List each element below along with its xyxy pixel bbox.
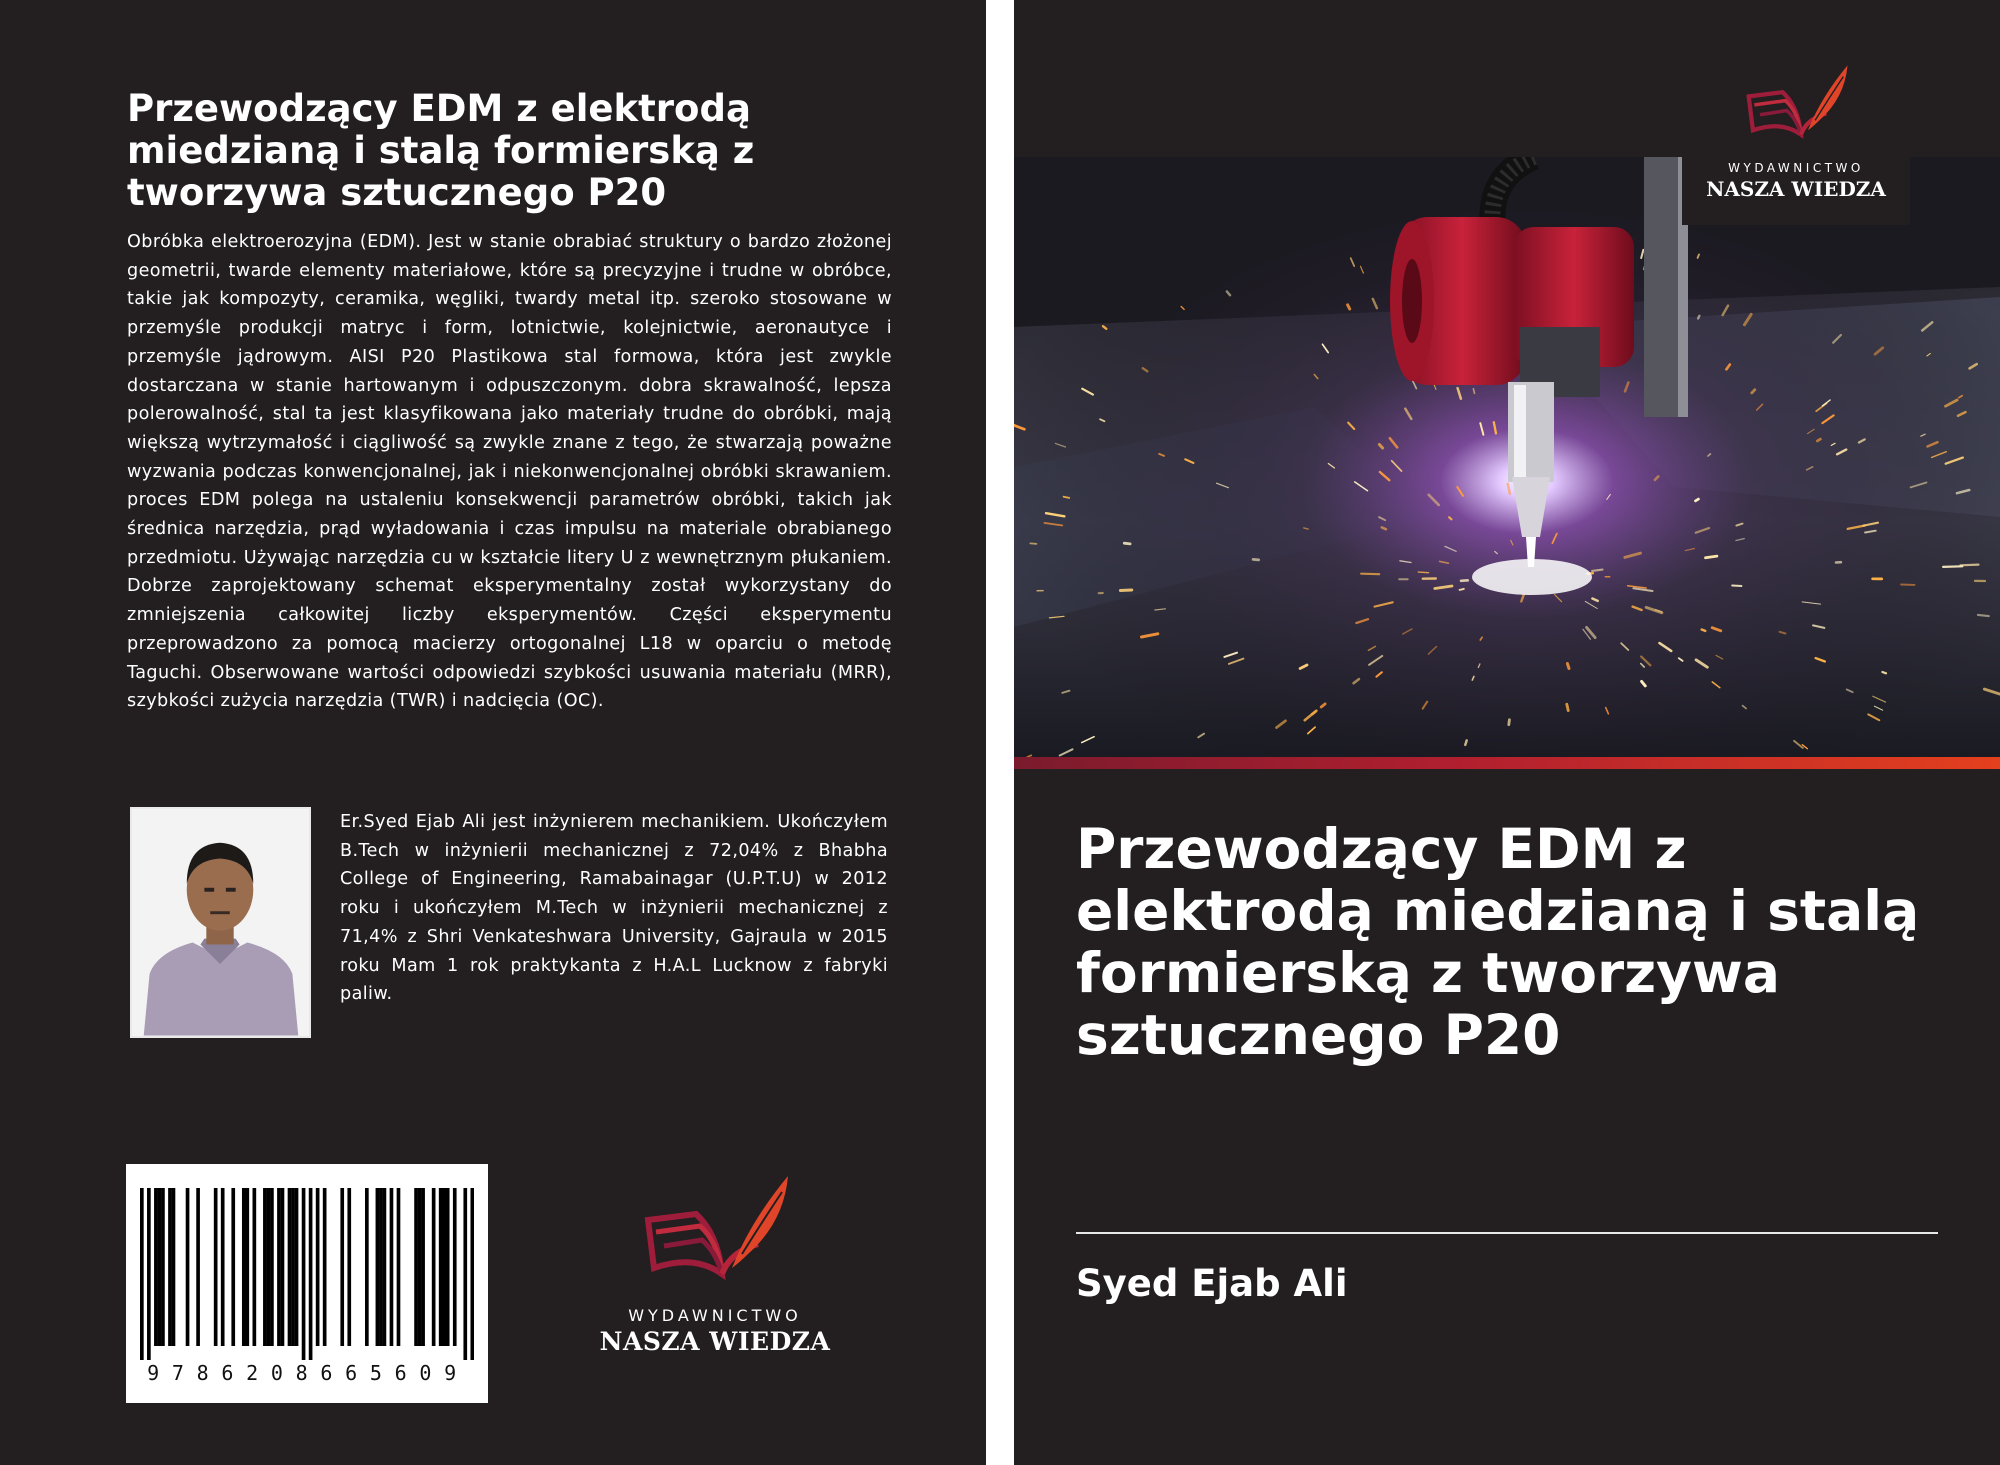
publisher-logo-back xyxy=(580,1170,850,1356)
barcode-bar xyxy=(161,1188,165,1346)
barcode-bar xyxy=(309,1188,313,1360)
barcode-bar xyxy=(172,1188,176,1346)
barcode-bar xyxy=(323,1188,327,1346)
barcode-bar xyxy=(316,1188,320,1346)
back-cover-title: Przewodzący EDM z elektrodą miedzianą i stalą formierską z tworzywa sztucznego P20 xyxy=(127,87,755,214)
barcode-bar xyxy=(347,1188,351,1346)
barcode-bar xyxy=(277,1188,281,1346)
publisher-name-line1: WYDAWNICTWO xyxy=(628,1306,802,1325)
spark xyxy=(1592,570,1602,571)
spark xyxy=(1473,389,1474,394)
spark xyxy=(1418,572,1428,573)
barcode-bar xyxy=(418,1188,422,1346)
spark xyxy=(1449,517,1451,519)
barcode-bar xyxy=(245,1188,249,1346)
spark xyxy=(1567,664,1569,669)
barcode-bar xyxy=(421,1188,425,1346)
spark xyxy=(1361,574,1379,575)
barcode-bar xyxy=(168,1188,172,1346)
isbn-barcode xyxy=(126,1164,488,1403)
spark xyxy=(1509,720,1510,725)
spark xyxy=(1702,630,1706,631)
barcode-bar xyxy=(376,1188,380,1346)
spark xyxy=(1124,543,1130,544)
spark xyxy=(1882,672,1886,673)
front-cover xyxy=(1014,0,2000,1465)
barcode-bar xyxy=(196,1188,200,1346)
spark xyxy=(1465,740,1466,745)
barcode-bar xyxy=(397,1188,401,1346)
spark xyxy=(1460,589,1464,590)
barcode-digits: 9786208665609 xyxy=(147,1361,469,1385)
plasma-cutter-image xyxy=(1014,157,2000,757)
barcode-bars xyxy=(140,1188,474,1360)
publisher-logo-front xyxy=(1682,55,1910,225)
barcode-bar xyxy=(295,1188,299,1346)
publisher-logo-icon xyxy=(630,1170,800,1300)
book-description: Obróbka elektroerozyjna (EDM). Jest w stanie obrabiać struktury o bardzo złożonej geometrii, twarde elementy materiałowe, które są precyzyjne i trudne w obróbce, takie jak kompozyty, ceramika, węgliki, twardy metal itp. szeroko stosowane w przemyśle produkcji matryc i form, lotnictwie, kolejnictwie, aeronautyce i przemyśle jądrowym. AISI P20 Plastikowa stal formowa, która jest zwykle dostarczana w stanie hartowanym i odpuszczonym. dobra skrawalność, lepsza polerowalność, stal ta jest klasyfikowana jako materiały trudne do obróbki, mają większą wytrzymałość i ciągliwość są zwykle znane z tego, że stwarzają poważne wyzwania podczas konwencjonalnej, jak i niekonwencjonalnej obróbki skrawaniem. proces EDM polega na ustaleniu konsekwencji parametrów obróbki, takich jak średnica narzędzia, prąd wyładowania i czas impulsu na materiale obrabianego przedmiotu. Używając narzędzia cu w kształcie litery U z wewnętrznym płukaniem. Dobrze zaprojektowany schemat eksperymentalny został wykorzystany do zmniejszenia całkowitej liczby eksperymentów. Części eksperymentu przeprowadzono za pomocą macierzy ortogonalnej L18 w oparciu o metodę Taguchi. Obserwowane wartości odpowiedzi szybkości usuwania materiału (MRR), szybkości zużycia narzędzia (TWR) i nadcięcia (OC). xyxy=(127,232,892,712)
publisher-name-line2: NASZA WIEDZA xyxy=(599,1327,831,1356)
barcode-bar xyxy=(470,1188,474,1360)
publisher-name-line2: NASZA WIEDZA xyxy=(1706,177,1886,201)
barcode-bar xyxy=(439,1188,443,1346)
barcode-bar xyxy=(379,1188,383,1346)
publisher-logo-icon xyxy=(1736,57,1856,157)
spark xyxy=(1943,566,1962,567)
barcode-bar xyxy=(270,1188,274,1346)
publisher-name-line1: WYDAWNICTWO xyxy=(1728,161,1864,175)
author-name: Syed Ejab Ali xyxy=(1076,1262,1348,1305)
barcode-bar xyxy=(158,1188,162,1346)
spark xyxy=(1120,590,1131,591)
barcode-bar xyxy=(281,1188,285,1346)
barcode-bar xyxy=(267,1188,271,1346)
spark xyxy=(1382,527,1386,529)
barcode-bar xyxy=(383,1188,387,1346)
barcode-bar xyxy=(302,1188,306,1360)
barcode-bar xyxy=(140,1188,144,1360)
barcode-bar xyxy=(242,1188,246,1346)
spark xyxy=(1696,499,1699,501)
barcode-bar xyxy=(453,1188,457,1346)
barcode-bar xyxy=(365,1188,369,1346)
spark xyxy=(1978,615,1989,616)
spark xyxy=(1706,556,1717,558)
plasma-cutting-illustration xyxy=(1014,157,2000,757)
barcode-bar xyxy=(186,1188,190,1346)
barcode-bar xyxy=(147,1188,151,1360)
spark xyxy=(1567,704,1568,710)
spark xyxy=(1253,559,1259,560)
barcode-bar xyxy=(253,1188,257,1346)
barcode-bar xyxy=(463,1188,467,1360)
barcode-bar xyxy=(288,1188,292,1346)
barcode-bar xyxy=(154,1188,158,1346)
spark xyxy=(1698,255,1699,258)
barcode-bar xyxy=(414,1188,418,1346)
spark xyxy=(1461,580,1468,581)
spark xyxy=(1961,565,1979,566)
barcode-bar xyxy=(432,1188,436,1346)
accent-bar xyxy=(1014,757,2000,769)
barcode-bar xyxy=(442,1188,446,1346)
author-portrait-image xyxy=(132,809,309,1036)
title-divider xyxy=(1076,1232,1938,1234)
author-bio: Er.Syed Ejab Ali jest inżynierem mechanikiem. Ukończyłem B.Tech w inżynierii mechanicznej z 72,04% z Bhabha College of Engineering, Ramabainagar (U.P.T.U) w 2012 roku i ukończyłem M.Tech w inżynierii mechanicznej z 71,4% z Shri Venkateshwara University, Gajraula w 2015 roku Mam 1 rok praktykanta z H.A.L Lucknow z fabryki paliw. xyxy=(340,812,888,1005)
spark xyxy=(1732,586,1741,587)
barcode-bar xyxy=(221,1188,225,1346)
spark xyxy=(1698,316,1699,319)
spark xyxy=(1348,305,1350,309)
author-photo xyxy=(130,807,311,1038)
spark xyxy=(1064,497,1070,498)
back-cover xyxy=(0,0,986,1465)
barcode-bar xyxy=(231,1188,235,1346)
barcode-bar xyxy=(446,1188,450,1346)
front-cover-title: Przewodzący EDM z elektrodą miedzianą i stalą formierską z tworzywa sztucznego P20 xyxy=(1076,817,1920,1067)
barcode-bar xyxy=(340,1188,344,1346)
spark xyxy=(1817,439,1820,441)
barcode-bar xyxy=(263,1188,267,1346)
barcode-bar xyxy=(214,1188,218,1346)
barcode-bar xyxy=(390,1188,394,1346)
spark xyxy=(1030,543,1036,544)
barcode-bar xyxy=(291,1188,295,1346)
